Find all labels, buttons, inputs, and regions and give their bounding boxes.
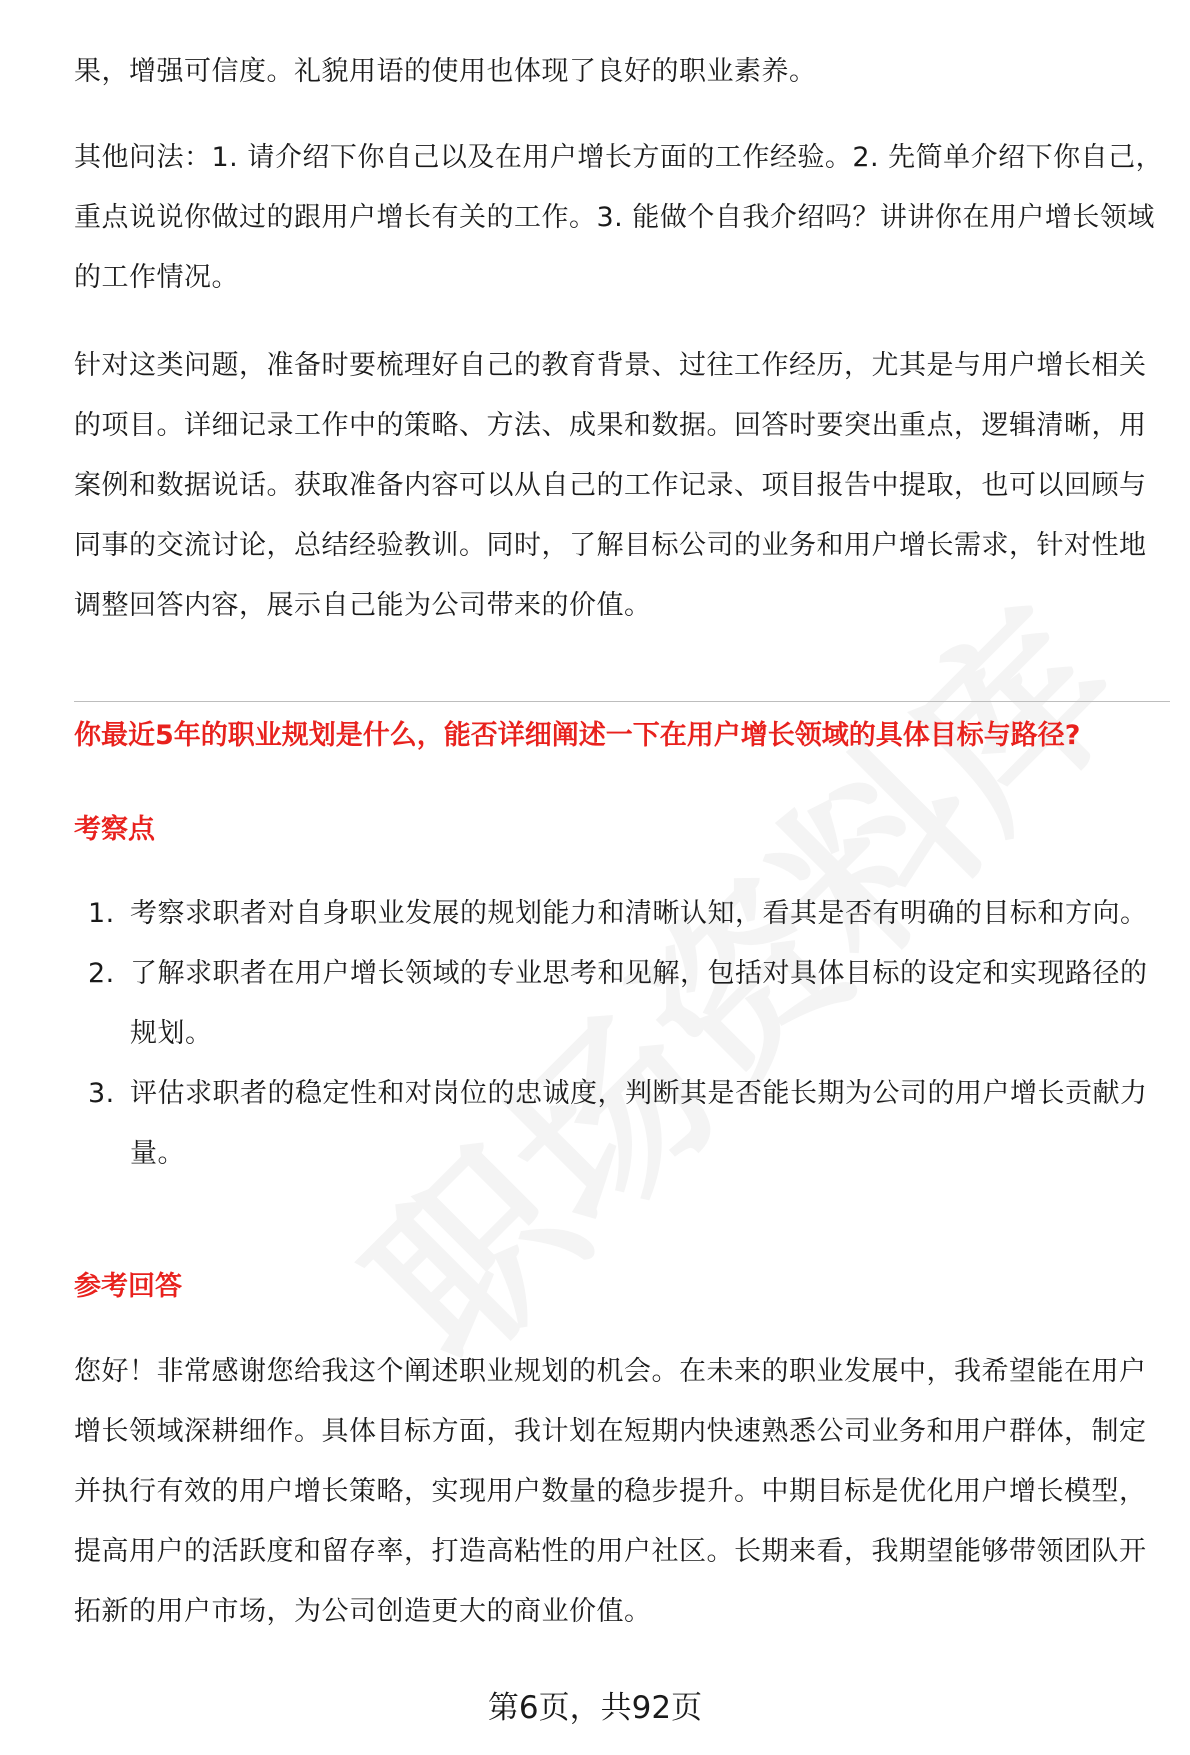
examine-point [74,884,1170,944]
point-text: 了解求职者在用户增长领域的专业思考和见解，包括对具体目标的设定和实现路径的规划。 [130,958,1148,1049]
prep-advice-paragraph: 针对这类问题，准备时要梳理好自己的教育背景、过往工作经历，尤其是与用户增长相关的项目。详细记录工作中的策略、方法、成果和数据。回答时要突出重点，逻辑清晰，用案例和数据说话。获取准备内容可以从自己的工作记录、项目报告中提取，也可以回顾与同事的交流讨论，总结经验教训。同时，了解目标公司的业务和用户增长需求，针对性地调整回答内容，展示自己能为公司带来的价值。 [74,350,1147,621]
examine-point [74,1064,1170,1184]
point-number: 1. [88,898,115,929]
answer-heading: 参考回答 [74,1271,182,1302]
point-text: 评估求职者的稳定性和对岗位的忠诚度，判断其是否能长期为公司的用户增长贡献力量。 [130,1078,1148,1169]
section-divider [74,701,1170,702]
question-heading: 你最近5年的职业规划是什么，能否详细阐述一下在用户增长领域的具体目标与路径? [74,720,1081,751]
intro-section [74,42,1170,636]
examine-points-list [74,884,1170,1184]
point-number: 2. [88,958,115,989]
page-footer: 第6页，共92页 [487,1690,703,1726]
point-text: 考察求职者对自身职业发展的规划能力和清晰认知，看其是否有明确的目标和方向。 [130,898,1148,929]
examine-point [74,944,1170,1064]
point-number: 3. [88,1078,115,1109]
other-questions-paragraph: 其他问法：1. 请介绍下你自己以及在用户增长方面的工作经验。2. 先简单介绍下你自己，重点说说你做过的跟用户增长有关的工作。3. 能做个自我介绍吗？讲讲你在用户增长领域的工作情况。 [74,142,1164,293]
answer-section [74,1342,1170,1642]
intro-tail-paragraph: 果，增强可信度。礼貌用语的使用也体现了良好的职业素养。 [74,56,817,87]
examine-heading: 考察点 [74,814,155,845]
answer-paragraph: 您好！非常感谢您给我这个阐述职业规划的机会。在未来的职业发展中，我希望能在用户增长领域深耕细作。具体目标方面，我计划在短期内快速熟悉公司业务和用户群体，制定并执行有效的用户增长策略，实现用户数量的稳步提升。中期目标是优化用户增长模型，提高用户的活跃度和留存率，打造高粘性的用户社区。长期来看，我期望能够带领团队开拓新的用户市场，为公司创造更大的商业价值。 [74,1356,1147,1627]
